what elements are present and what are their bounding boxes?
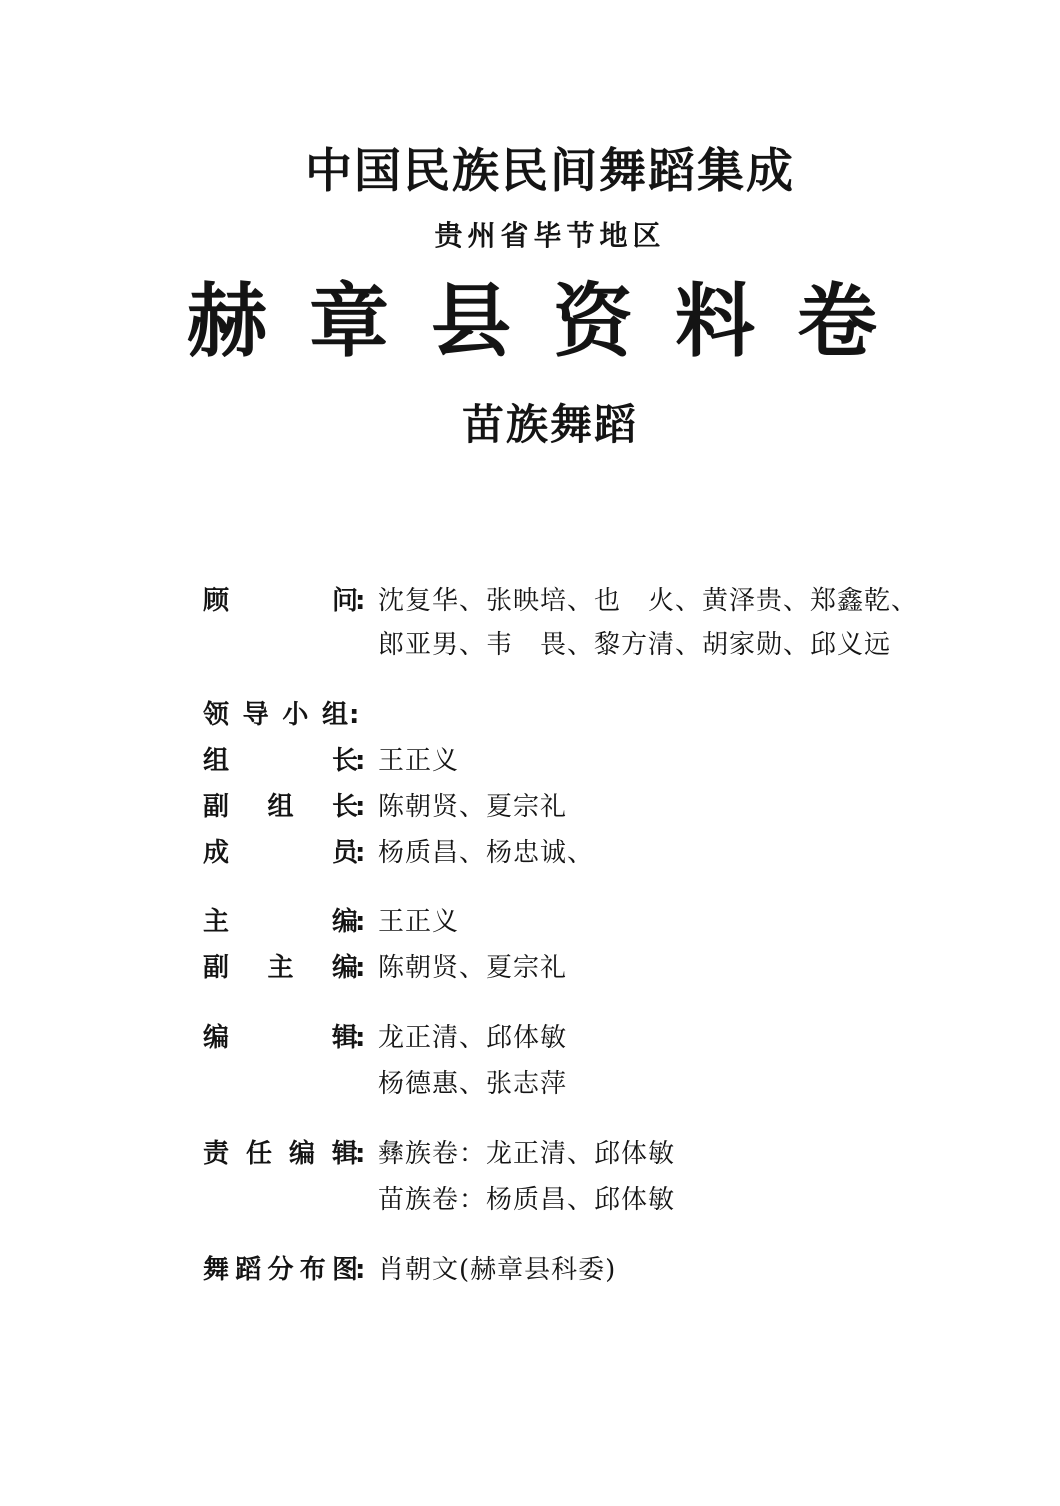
chief-editor-label: 主编 [203,907,358,937]
members-colon: : [355,838,366,868]
leading-group-colon: : [349,700,360,730]
volume-title: 赫章县资料卷 [187,275,919,368]
chief-editor-value: 王正义 [378,907,460,937]
editors-line-1: 龙正清、邱体敏 [378,1023,568,1053]
editors-colon: : [355,1023,366,1053]
advisors-line-1: 沈复华、张映培、也 火、黄泽贵、郑鑫乾、 [378,586,919,616]
responsible-editors-line-1: 彝族卷：龙正清、邱体敏 [378,1139,676,1169]
deputy-group-leader-value: 陈朝贤、夏宗礼 [378,792,568,822]
group-leader-colon: : [355,746,366,776]
chief-editor-colon: : [355,907,366,937]
members-label: 成员 [203,838,358,868]
deputy-chief-editor-colon: : [355,953,366,983]
deputy-chief-editor-value: 陈朝贤、夏宗礼 [378,953,568,983]
dance-map-value: 肖朝文(赫章县科委) [378,1255,617,1285]
responsible-editors-label: 责任编辑 [203,1139,358,1169]
dance-map-colon: : [355,1255,366,1285]
dance-map-label: 舞蹈分布图 [203,1255,358,1285]
group-leader-label: 组长 [203,746,358,776]
responsible-editors-line-2: 苗族卷：杨质昌、邱体敏 [378,1185,676,1215]
members-value: 杨质昌、杨忠诚、 [378,838,595,868]
region-subtitle: 贵州省毕节地区 [434,219,666,252]
advisors-colon: : [355,586,366,616]
advisors-line-2: 郎亚男、韦 畏、黎方清、胡家勋、邱义远 [378,630,892,660]
advisors-label: 顾问 [203,586,358,616]
editors-label: 编辑 [203,1023,358,1053]
deputy-group-leader-colon: : [355,792,366,822]
ethnic-dance-subtitle: 苗族舞蹈 [461,400,638,449]
series-title: 中国民族民间舞蹈集成 [305,144,795,199]
responsible-editors-colon: : [355,1139,366,1169]
deputy-group-leader-label: 副组长 [203,792,358,822]
editors-line-2: 杨德惠、张志萍 [378,1069,568,1099]
leading-group-label: 领导小组 [203,700,348,730]
group-leader-value: 王正义 [378,746,460,776]
deputy-chief-editor-label: 副主编 [203,953,358,983]
